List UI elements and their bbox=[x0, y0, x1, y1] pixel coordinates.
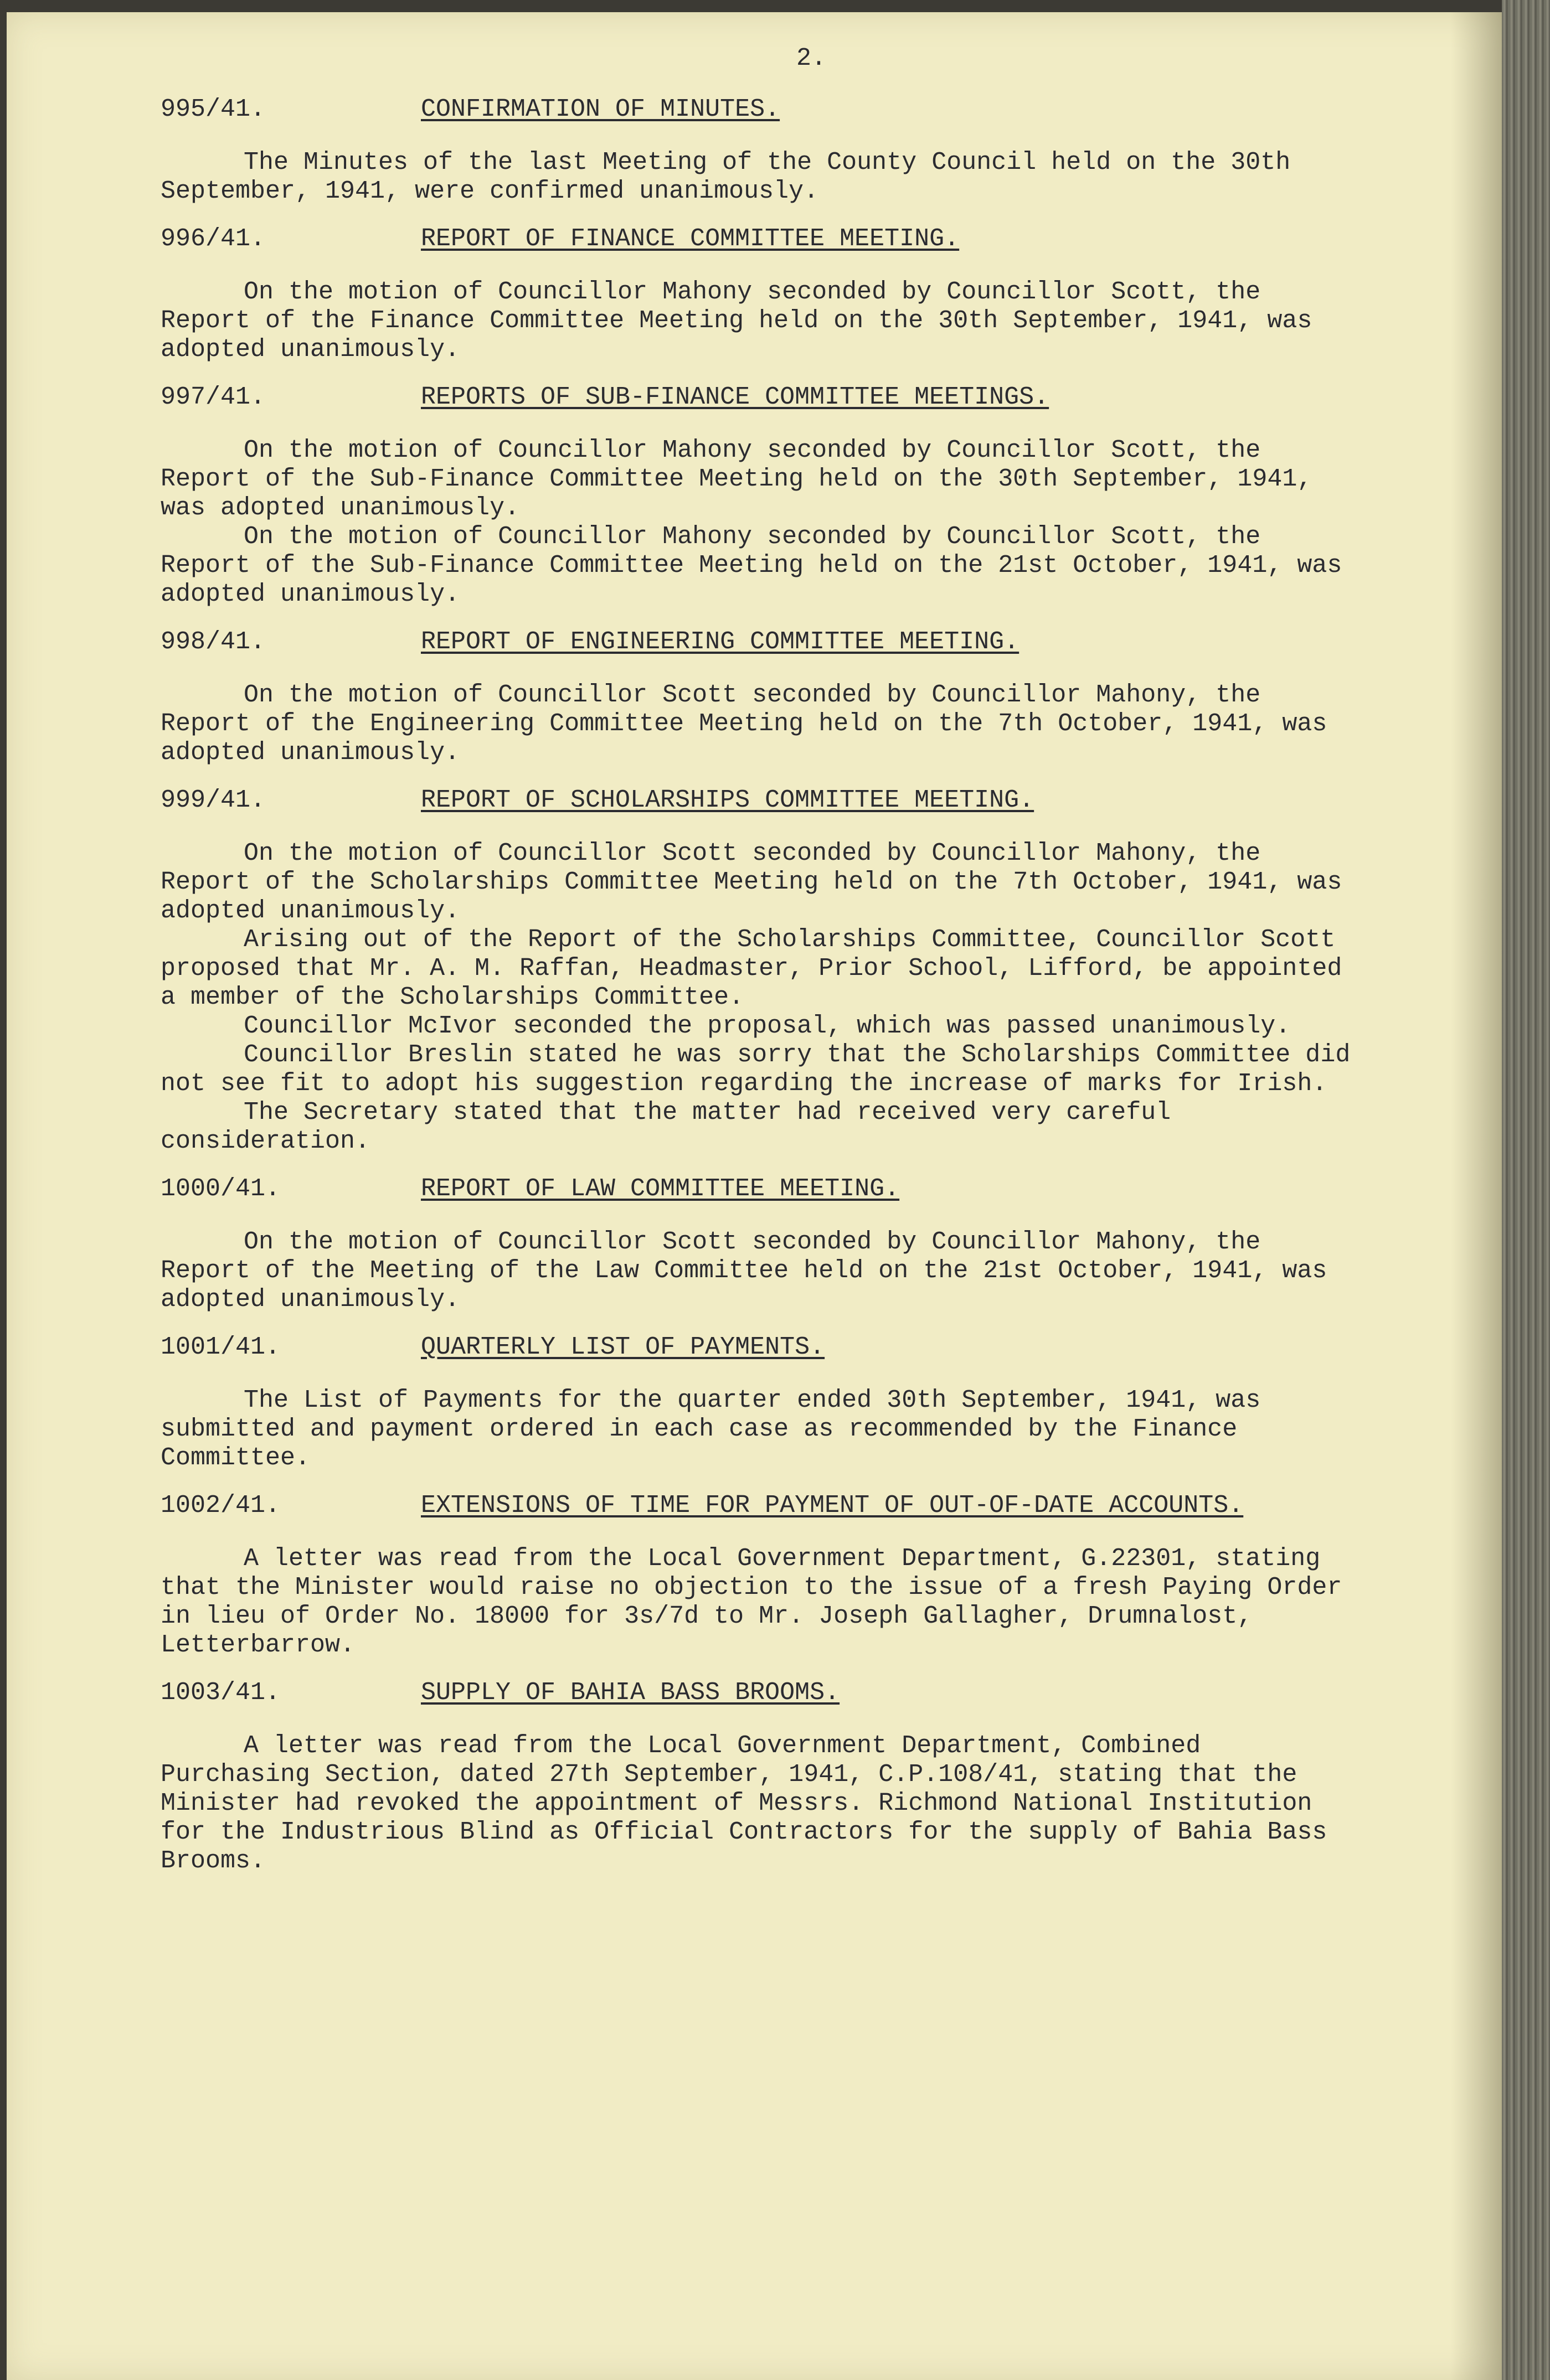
gutter-shadow bbox=[1451, 12, 1502, 2380]
minute-title: REPORT OF LAW COMMITTEE MEETING. bbox=[421, 1175, 900, 1203]
minute-paragraph: A letter was read from the Local Government Department, G.22301, stating that the Minister would raise no objection to the issue of a fresh Paying Order in lieu of Order No. 18000 for 3s/7d to Mr. Joseph Gallagher, Drumnalost, Letterbarrow. bbox=[161, 1545, 1342, 1659]
minute-paragraph: On the motion of Councillor Scott seconded by Councillor Mahony, the Report of the Meeting of the Law Committee held on the 21st October, 1941, was adopted unanimously. bbox=[161, 1228, 1327, 1314]
minute-title: CONFIRMATION OF MINUTES. bbox=[421, 95, 780, 123]
minute-item bbox=[161, 628, 1351, 767]
minute-heading bbox=[161, 1175, 1351, 1204]
minute-number: 1003/41. bbox=[161, 1679, 281, 1707]
minute-number: 1001/41. bbox=[161, 1333, 281, 1361]
minute-paragraph: The Minutes of the last Meeting of the County Council held on the 30th September, 1941, were confirmed unanimously. bbox=[161, 148, 1291, 205]
minute-item bbox=[161, 225, 1351, 364]
minute-number: 999/41. bbox=[161, 786, 266, 814]
minute-paragraph: A letter was read from the Local Government Department, Combined Purchasing Section, dated 27th September, 1941, C.P.108/41, stating that the Minister had revoked the appointment of Messrs. Richmond National Institution for the Industrious Blind as Official Contractors for the supply of Bahia Bass Brooms. bbox=[161, 1732, 1327, 1875]
minute-number: 1000/41. bbox=[161, 1175, 281, 1203]
minute-item bbox=[161, 1333, 1351, 1473]
minute-heading bbox=[161, 95, 1351, 124]
minute-paragraph: On the motion of Councillor Scott seconded by Councillor Mahony, the Report of the Scholarships Committee Meeting held on the 7th October, 1941, was adopted unanimously. bbox=[161, 839, 1342, 925]
minute-item bbox=[161, 383, 1351, 609]
minute-paragraph: Councillor McIvor seconded the proposal, which was passed unanimously. bbox=[244, 1012, 1291, 1040]
minute-item bbox=[161, 95, 1351, 206]
minutes-content bbox=[161, 44, 1351, 1894]
minute-number: 997/41. bbox=[161, 383, 266, 411]
minute-item bbox=[161, 786, 1351, 1156]
minute-paragraph: Arising out of the Report of the Scholarships Committee, Councillor Scott proposed that Mr. A. M. Raffan, Headmaster, Prior School, Lifford, be appointed a member of the Scholarships Committee. bbox=[161, 926, 1342, 1011]
minute-number: 996/41. bbox=[161, 225, 266, 253]
minute-title: REPORT OF SCHOLARSHIPS COMMITTEE MEETING. bbox=[421, 786, 1034, 814]
minute-title: REPORT OF ENGINEERING COMMITTEE MEETING. bbox=[421, 628, 1019, 656]
minute-item bbox=[161, 1491, 1351, 1660]
minute-item bbox=[161, 1175, 1351, 1314]
minute-heading bbox=[161, 1679, 1351, 1707]
minute-title: EXTENSIONS OF TIME FOR PAYMENT OF OUT-OF-DATE ACCOUNTS. bbox=[421, 1491, 1244, 1520]
minute-title: REPORTS OF SUB-FINANCE COMMITTEE MEETINGS. bbox=[421, 383, 1049, 411]
minute-number: 998/41. bbox=[161, 628, 266, 656]
minute-paragraph: On the motion of Councillor Mahony seconded by Councillor Scott, the Report of the Finance Committee Meeting held on the 30th September, 1941, was adopted unanimously. bbox=[161, 278, 1312, 364]
minute-number: 1002/41. bbox=[161, 1491, 281, 1520]
minute-heading bbox=[161, 628, 1351, 657]
minute-heading bbox=[161, 1333, 1351, 1362]
minute-heading bbox=[161, 786, 1351, 815]
minute-heading bbox=[161, 383, 1351, 412]
minute-number: 995/41. bbox=[161, 95, 266, 123]
minute-item bbox=[161, 1679, 1351, 1876]
minute-paragraph: The Secretary stated that the matter had received very careful consideration. bbox=[161, 1098, 1171, 1155]
minute-paragraph: On the motion of Councillor Scott seconded by Councillor Mahony, the Report of the Engineering Committee Meeting held on the 7th October, 1941, was adopted unanimously. bbox=[161, 681, 1327, 767]
minute-paragraph: The List of Payments for the quarter ended 30th September, 1941, was submitted and payment ordered in each case as recommended by the Finance Committee. bbox=[161, 1386, 1261, 1472]
minute-heading bbox=[161, 225, 1351, 254]
minute-heading bbox=[161, 1491, 1351, 1520]
minute-paragraph: Councillor Breslin stated he was sorry that the Scholarships Committee did not see fit to adopt his suggestion regarding the increase of marks for Irish. bbox=[161, 1041, 1351, 1098]
minutes-items bbox=[161, 95, 1351, 1876]
minute-title: QUARTERLY LIST OF PAYMENTS. bbox=[421, 1333, 825, 1361]
minute-title: REPORT OF FINANCE COMMITTEE MEETING. bbox=[421, 225, 960, 253]
minute-title: SUPPLY OF BAHIA BASS BROOMS. bbox=[421, 1679, 840, 1707]
minute-paragraph: On the motion of Councillor Mahony seconded by Councillor Scott, the Report of the Sub-Finance Committee Meeting held on the 21st October, 1941, was adopted unanimously. bbox=[161, 523, 1342, 608]
minute-paragraph: On the motion of Councillor Mahony seconded by Councillor Scott, the Report of the Sub-Finance Committee Meeting held on the 30th September, 1941, was adopted unanimously. bbox=[161, 436, 1312, 522]
book-binding-edge bbox=[1502, 0, 1550, 2380]
page-number: 2. bbox=[796, 44, 826, 73]
